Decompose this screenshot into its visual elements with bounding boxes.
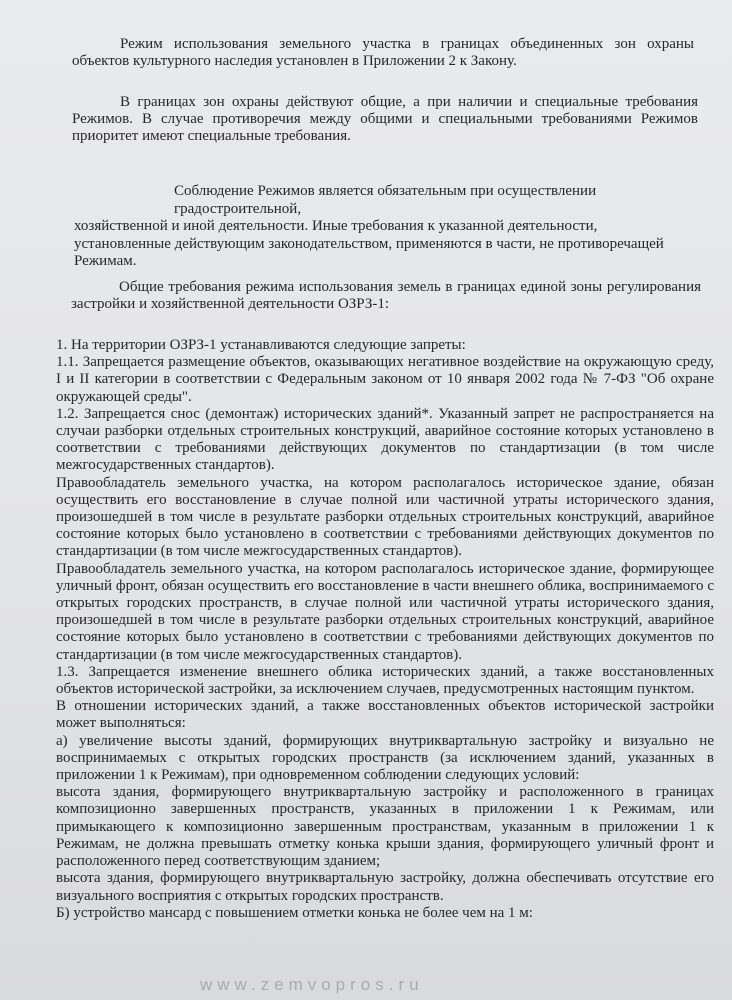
compliance-line-1: Соблюдение Режимов является обязательным при осуществлении градостроительной, bbox=[174, 183, 597, 217]
item-1-1: 1.1. Запрещается размещение объектов, оказывающих негативное воздействие на окружающую среду, I и II категории в соответствии с Федеральным законом от 10 января 2002 года № 7-ФЗ "Об охране окружающей среды". bbox=[56, 354, 714, 405]
compliance-line-2: хозяйственной и иной деятельности. Иные требования к указанной деятельности, bbox=[74, 218, 598, 235]
paragraph-general-requirements: Общие требования режима использования земель в границах единой зоны регулирования застройки и хозяйственной деятельности ОЗРЗ-1: bbox=[71, 279, 701, 313]
paragraph-owner-restoration: Правообладатель земельного участка, на котором располагалось историческое здание, обязан осуществить его восстановление в случае полной или частичной утраты исторического здания, произошедшей в том числе в результате разборки отдельных строительных конструкций, аварийное состояние которых было установлено в соответствии с требованиями действующих документов по стандартизации (в том числе межгосударственных стандартов). bbox=[56, 474, 714, 560]
condition-height-limit: высота здания, формирующего внутриквартальную застройку и расположенного в границах композиционно завершенных пространств, указанных в приложении 1 к Режимам, или примыкающего к композиционно завершенным пространствам, указанным в приложении 1 к Режимам, не должна превышать отметку конька крыши здания, формирующего уличный фронт и расположенного перед соответствующим зданием; bbox=[56, 784, 714, 870]
paragraph-allowed-works: В отношении исторических зданий, а также восстановленных объектов исторической застройки может выполняться: bbox=[56, 698, 714, 732]
item-1-3: 1.3. Запрещается изменение внешнего облика исторических зданий, а также восстановленных объектов исторической застройки, за исключением случаев, предусмотренных настоящим пунктом. bbox=[56, 663, 714, 698]
watermark: www.zemvopros.ru bbox=[200, 975, 424, 994]
condition-visual-perception: высота здания, формирующего внутриквартальную застройку, должна обеспечивать отсутствие его визуального восприятия с открытых городских пространств. bbox=[56, 870, 714, 904]
requirements-body bbox=[56, 337, 714, 922]
paragraph-heritage-regime: Режим использования земельного участка в границах объединенных зон охраны объектов культурного наследия установлен в Приложении 2 к Закону. bbox=[72, 36, 694, 70]
item-a-height-increase: а) увеличение высоты зданий, формирующих внутриквартальную застройку и визуально не воспринимаемых с открытых городских пространств (за исключением зданий, указанных в приложении 1 к Режимам), при одновременном соблюдении следующих условий: bbox=[56, 732, 714, 784]
item-1-prohibitions: 1. На территории ОЗРЗ-1 устанавливаются следующие запреты: bbox=[56, 337, 466, 353]
paragraph-compliance bbox=[74, 183, 714, 271]
compliance-line-4: Режимам. bbox=[74, 253, 137, 270]
compliance-line-3: установленные действующим законодательством, применяются в части, не противоречащей bbox=[74, 235, 664, 252]
item-1-2: 1.2. Запрещается снос (демонтаж) исторических зданий*. Указанный запрет не распространяется на случаи разборки отдельных строительных конструкций, аварийное состояние которых установлено в соответствии с требованиями действующих документов по стандартизации (в том числе межгосударственных стандартов). bbox=[56, 405, 714, 474]
item-b-mansards: Б) устройство мансард с повышением отметки конька не более чем на 1 м: bbox=[56, 904, 533, 921]
paragraph-owner-street-front: Правообладатель земельного участка, на котором располагалось историческое здание, формирующее уличный фронт, обязан осуществить его восстановление в части внешнего облика, воспринимаемого с открытых городских пространств, в случае полной или частичной утраты исторического здания, произошедшей в том числе в результате разборки отдельных строительных конструкций, аварийное состояние которых было установлено в соответствии с требованиями действующих документов по стандартизации (в том числе межгосударственных стандартов). bbox=[56, 560, 714, 663]
paragraph-zone-requirements: В границах зон охраны действуют общие, а при наличии и специальные требования Режимов. В случае противоречия между общими и специальными требованиями Режимов приоритет имеют специальные требования. bbox=[72, 94, 698, 145]
